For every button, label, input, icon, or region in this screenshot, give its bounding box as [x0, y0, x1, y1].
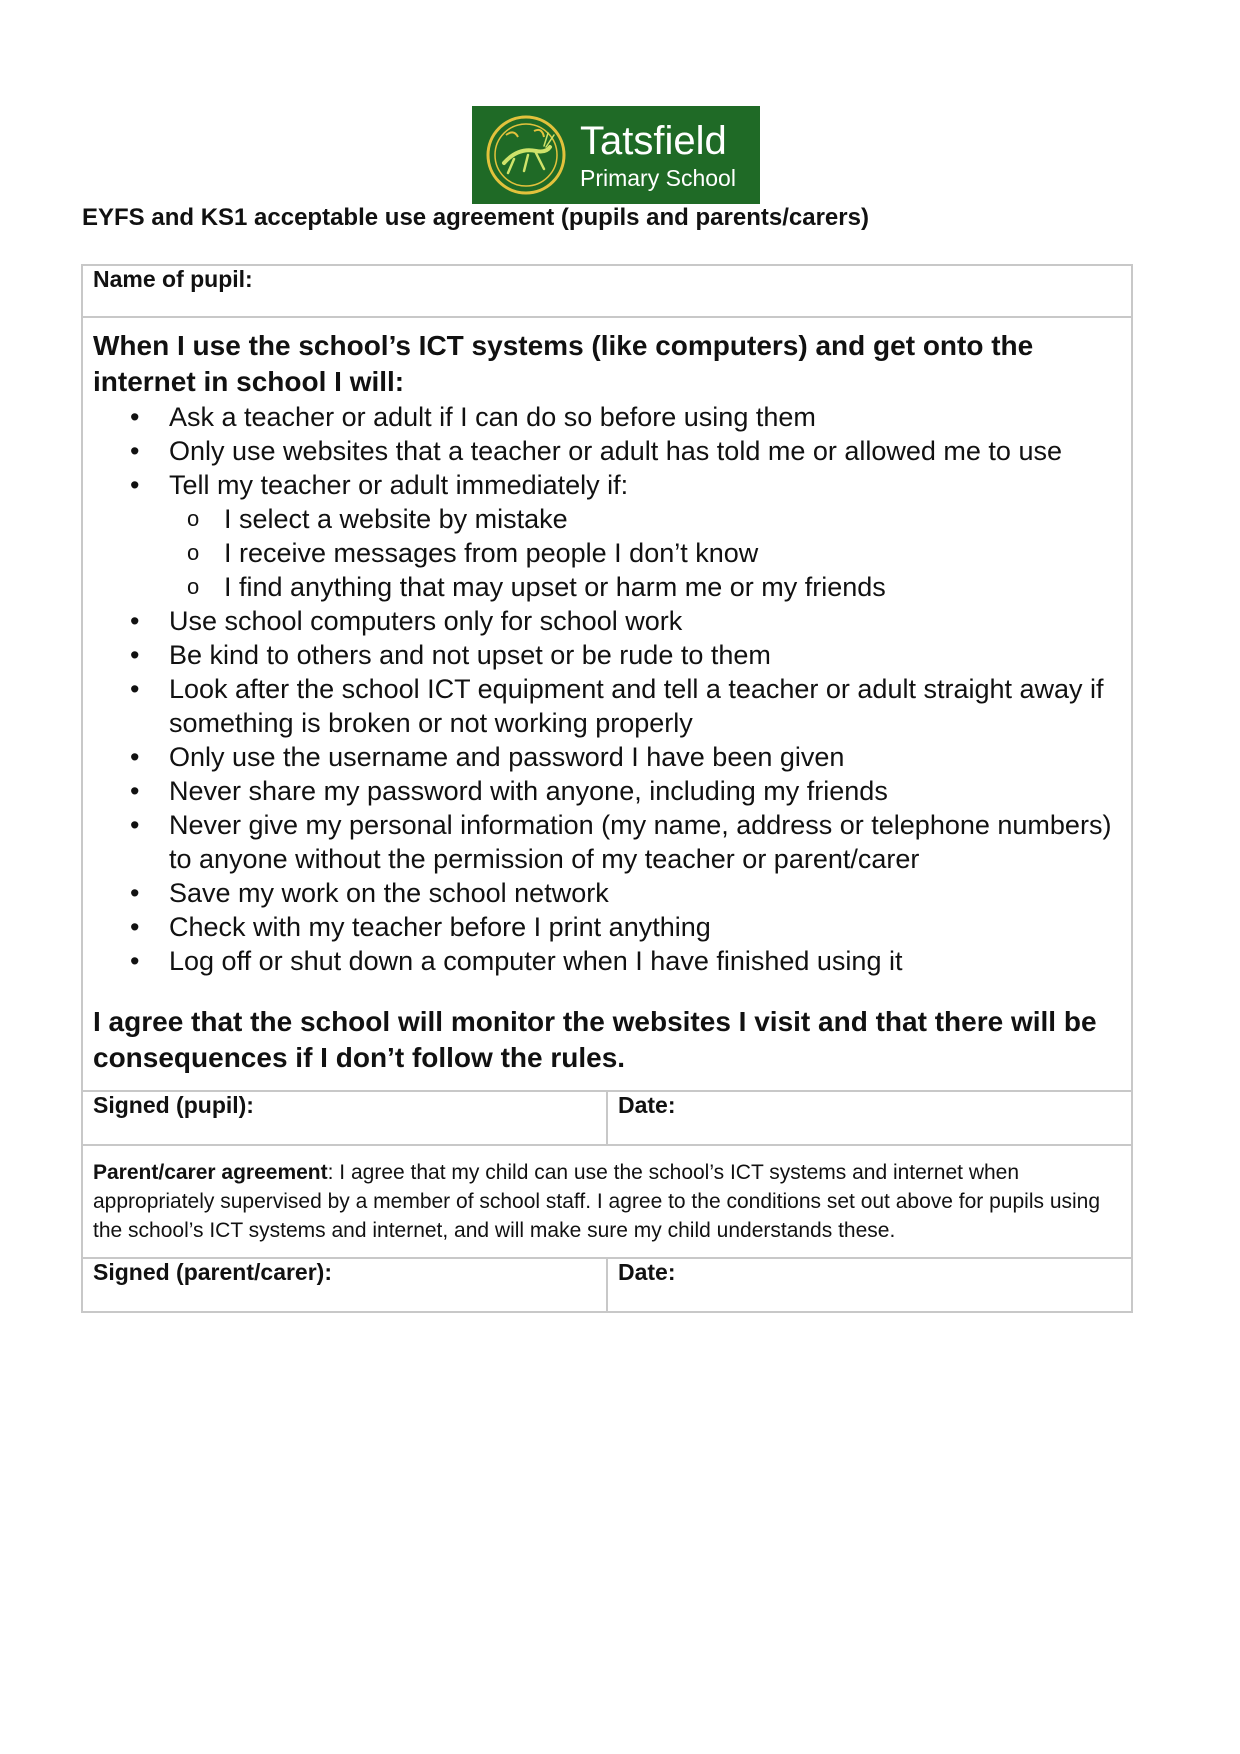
- pupil-name-label: Name of pupil:: [93, 266, 253, 292]
- rule-text: Tell my teacher or adult immediately if:: [169, 470, 629, 500]
- sub-list-item: [224, 502, 1121, 536]
- rule-text: Be kind to others and not upset or be rude to them: [169, 640, 771, 670]
- list-item: [169, 808, 1121, 876]
- list-item: [169, 740, 1121, 774]
- logo-school-name: Tatsfield: [580, 118, 727, 163]
- list-item: [169, 638, 1121, 672]
- list-item: [169, 774, 1121, 808]
- list-item: [169, 672, 1121, 740]
- list-item: [169, 944, 1121, 978]
- list-item: [169, 876, 1121, 910]
- rules-list: [93, 400, 1121, 978]
- monitor-statement: I agree that the school will monitor the websites I visit and that there will be consequences if I don’t follow the rules.: [93, 1006, 1097, 1073]
- list-item: [169, 910, 1121, 944]
- parent-date-label: Date:: [618, 1259, 676, 1285]
- rule-text: Never share my password with anyone, including my friends: [169, 776, 888, 806]
- list-item: [169, 434, 1121, 468]
- pupil-date-label: Date:: [618, 1092, 676, 1118]
- parent-agreement-section: [82, 1145, 1132, 1258]
- parent-date-field[interactable]: [607, 1258, 1132, 1312]
- parent-signature-field[interactable]: [82, 1258, 607, 1312]
- agreement-table: [81, 264, 1133, 1313]
- pupil-name-field[interactable]: [82, 265, 1132, 317]
- rule-text: Log off or shut down a computer when I have finished using it: [169, 946, 903, 976]
- list-item: [169, 468, 1121, 604]
- list-item: [169, 400, 1121, 434]
- list-item: [169, 604, 1121, 638]
- rule-text: Ask a teacher or adult if I can do so before using them: [169, 402, 816, 432]
- rules-intro: When I use the school’s ICT systems (like computers) and get onto the internet in school I will:: [93, 330, 1034, 397]
- grasshopper-emblem-icon: [484, 113, 568, 197]
- rules-section: [82, 317, 1132, 1091]
- rule-text: Use school computers only for school work: [169, 606, 683, 636]
- rule-text: Look after the school ICT equipment and tell a teacher or adult straight away if something is broken or not working properly: [169, 674, 1104, 738]
- logo-school-subtitle: Primary School: [580, 164, 736, 191]
- sub-rules-list: [169, 502, 1121, 604]
- sub-list-item: [224, 536, 1121, 570]
- rule-text: Never give my personal information (my name, address or telephone numbers) to anyone without the permission of my teacher or parent/carer: [169, 810, 1112, 874]
- parent-agreement-heading: Parent/carer agreement: [93, 1161, 328, 1184]
- pupil-signature-field[interactable]: [82, 1091, 607, 1145]
- rule-text: Only use the username and password I have been given: [169, 742, 845, 772]
- rule-text: Only use websites that a teacher or adult has told me or allowed me to use: [169, 436, 1062, 466]
- rule-text: Check with my teacher before I print anything: [169, 912, 711, 942]
- rule-text: Save my work on the school network: [169, 878, 609, 908]
- sub-list-item: [224, 570, 1121, 604]
- sub-rule-text: I receive messages from people I don’t know: [224, 538, 759, 568]
- sub-rule-text: I find anything that may upset or harm me or my friends: [224, 572, 886, 602]
- parent-signed-label: Signed (parent/carer):: [93, 1259, 332, 1285]
- sub-rule-text: I select a website by mistake: [224, 504, 568, 534]
- pupil-date-field[interactable]: [607, 1091, 1132, 1145]
- parent-agreement-text: : I agree that my child can use the school’s ICT systems and internet when appropriately supervised by a member of school staff. I agree to the conditions set out above for pupils using the school’s ICT systems and internet, and will make sure my child understands these.: [93, 1161, 1101, 1242]
- pupil-signed-label: Signed (pupil):: [93, 1092, 254, 1118]
- document-title: EYFS and KS1 acceptable use agreement (pupils and parents/carers): [82, 204, 869, 231]
- school-logo: [472, 106, 760, 204]
